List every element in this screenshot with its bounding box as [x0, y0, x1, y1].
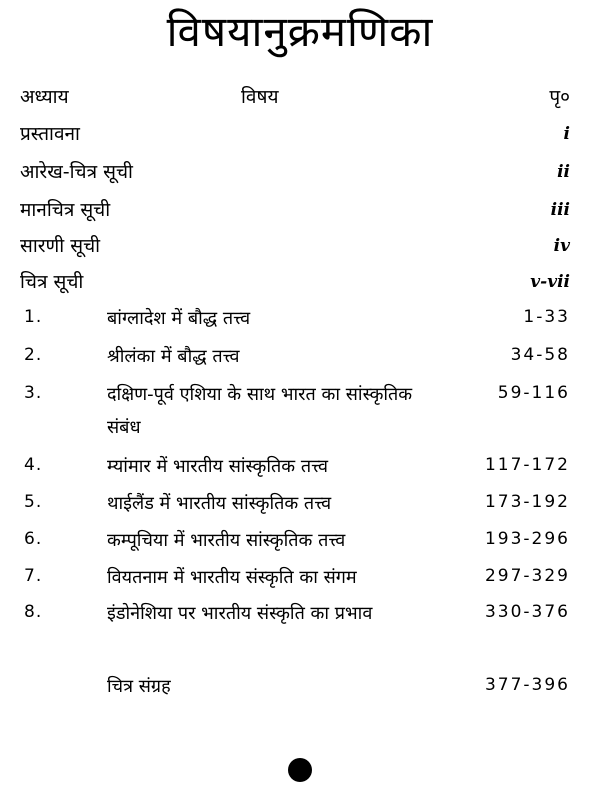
- chapter-number: 4.: [24, 455, 43, 475]
- front-matter-page: iii: [550, 200, 570, 220]
- front-matter-item: [20, 120, 570, 148]
- front-matter-page: ii: [557, 162, 570, 182]
- front-matter-title: सारणी सूची: [20, 235, 101, 257]
- chapter-number: 7.: [24, 566, 43, 586]
- chapter-title: चित्र संग्रह: [107, 676, 171, 697]
- chapter-page: 59-116: [497, 383, 570, 403]
- page-title: विषयानुक्रमणिका: [166, 7, 434, 56]
- chapter-title: म्यांमार में भारतीय सांस्कृतिक तत्त्व: [107, 456, 329, 477]
- chapter-page: 297-329: [484, 566, 570, 586]
- page-marker-dot: [288, 758, 312, 782]
- chapter-number: 8.: [24, 602, 43, 622]
- chapter-number: 1.: [24, 307, 43, 327]
- chapter-number: 3.: [24, 383, 43, 403]
- column-header-page: पृ०: [549, 86, 570, 108]
- chapter-title: थाईलैंड में भारतीय सांस्कृतिक तत्त्व: [107, 493, 332, 514]
- chapter-page: 193-296: [484, 529, 570, 549]
- front-matter-item: [20, 268, 570, 296]
- front-matter-page: v-vii: [530, 272, 570, 292]
- chapter-page: 173-192: [484, 492, 570, 512]
- chapter-number: 2.: [24, 345, 43, 365]
- chapter-title: कम्पूचिया में भारतीय सांस्कृतिक तत्त्व: [107, 530, 346, 551]
- chapter-number: 5.: [24, 492, 43, 512]
- front-matter-title: आरेख-चित्र सूची: [20, 161, 133, 183]
- chapter-page: 117-172: [484, 455, 570, 475]
- chapter-page: 377-396: [484, 675, 570, 695]
- front-matter-page: i: [563, 124, 570, 144]
- chapter-page: 330-376: [484, 602, 570, 622]
- front-matter-title: प्रस्तावना: [20, 123, 80, 145]
- front-matter-title: चित्र सूची: [20, 271, 84, 293]
- front-matter-item: [20, 232, 570, 260]
- chapter-page: 34-58: [510, 345, 570, 365]
- chapter-title: श्रीलंका में बौद्ध तत्त्व: [107, 346, 240, 367]
- chapter-title: दक्षिण-पूर्व एशिया के साथ भारत का सांस्कृतिक संबंध: [107, 384, 413, 438]
- front-matter-item: [20, 158, 570, 186]
- front-matter-title: मानचित्र सूची: [20, 199, 111, 221]
- chapter-number: 6.: [24, 529, 43, 549]
- chapter-page: 1-33: [523, 307, 570, 327]
- column-header-chapter: अध्याय: [20, 86, 69, 108]
- front-matter-item: [20, 196, 570, 224]
- chapter-title: इंडोनेशिया पर भारतीय संस्कृति का प्रभाव: [107, 603, 373, 624]
- chapter-title: बांग्लादेश में बौद्ध तत्त्व: [107, 308, 251, 329]
- front-matter-page: iv: [553, 236, 570, 256]
- chapter-title: वियतनाम में भारतीय संस्कृति का संगम: [107, 567, 357, 588]
- column-header-subject: विषय: [241, 86, 279, 108]
